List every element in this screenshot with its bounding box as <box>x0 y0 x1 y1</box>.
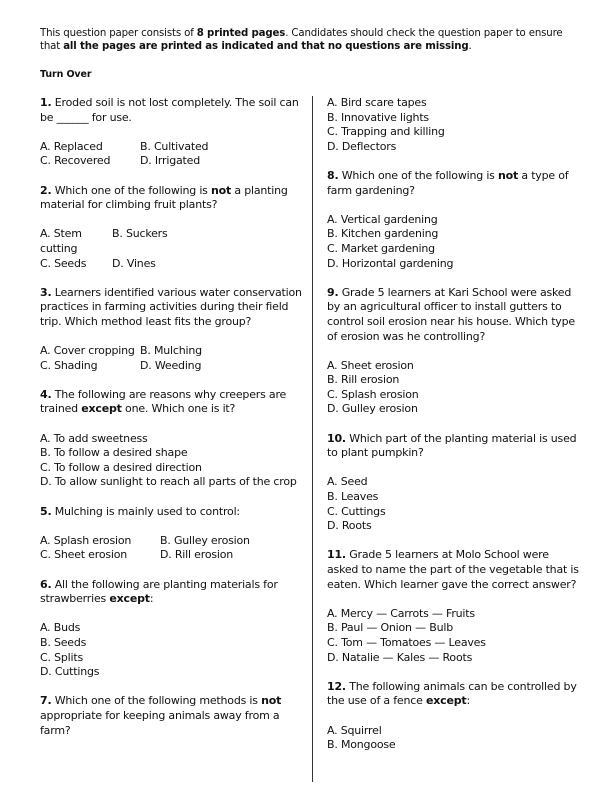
options <box>40 432 302 490</box>
option: D. Irrigated <box>140 154 201 168</box>
option: B. To follow a desired shape <box>40 446 188 460</box>
option: D. Cuttings <box>40 665 100 679</box>
option: C. Recovered <box>40 154 111 168</box>
options <box>40 621 302 679</box>
option: A. Buds <box>40 621 81 635</box>
option: D. To allow sunlight to reach all parts of the crop <box>40 475 297 489</box>
instructions-text: . <box>468 41 472 52</box>
options <box>40 227 302 271</box>
option: B. Kitchen gardening <box>327 227 439 241</box>
question-4 <box>40 388 302 490</box>
question-12 <box>327 680 579 753</box>
question-stem: 10. Which part of the planting material is used to plant pumpkin? <box>327 431 577 460</box>
option: A. Stem cutting <box>40 227 82 255</box>
question-2 <box>40 184 302 272</box>
option: D. Natalie — Kales — Roots <box>327 650 473 664</box>
option: C. Seeds <box>40 256 87 270</box>
option: C. Shading <box>40 358 98 372</box>
column-divider <box>312 96 313 782</box>
question-stem: 5. Mulching is mainly used to control: <box>40 504 240 518</box>
option: B. Innovative lights <box>327 110 429 124</box>
option: C. Trapping and killing <box>327 125 445 139</box>
option: B. Paul — Onion — Bulb <box>327 621 453 635</box>
options <box>40 140 302 169</box>
option: D. Weeding <box>140 358 202 372</box>
option: D. Horizontal gardening <box>327 256 454 270</box>
question-9 <box>327 286 579 417</box>
option: C. Splash erosion <box>327 387 419 401</box>
question-11 <box>327 548 579 665</box>
option: A. To add sweetness <box>40 431 148 445</box>
instructions <box>40 27 580 53</box>
question-stem: 7. Which one of the following methods is not appropriate for keeping animals away from a farm? <box>40 694 282 737</box>
question-stem: 12. The following animals can be controlled by the use of a fence except: <box>327 679 577 708</box>
options <box>40 534 302 563</box>
options <box>327 475 579 533</box>
question-stem: 9. Grade 5 learners at Kari School were asked by an agricultural officer to install gutters to control soil erosion near his house. Which type of erosion was he controlling? <box>327 285 575 343</box>
question-10 <box>327 432 579 534</box>
instructions-bold-pages: 8 printed pages <box>196 28 286 39</box>
option: D. Deflectors <box>327 139 397 153</box>
question-5 <box>40 505 302 563</box>
option: A. Mercy — Carrots — Fruits <box>327 606 475 620</box>
option: A. Seed <box>327 475 368 489</box>
option: D. Roots <box>327 519 372 533</box>
question-3 <box>40 286 302 374</box>
question-7 <box>40 694 302 738</box>
options <box>40 344 302 373</box>
question-stem: 3. Learners identified various water conservation practices in farming activities during their field trip. Which method least fits the group? <box>40 285 302 328</box>
option: D. Vines <box>112 256 156 270</box>
right-column <box>327 96 579 753</box>
question-stem: 4. The following are reasons why creepers are trained except one. Which one is it? <box>40 387 287 416</box>
question-stem: 2. Which one of the following is not a planting material for climbing fruit plants? <box>40 183 288 212</box>
question-1 <box>40 96 302 169</box>
option: B. Mulching <box>140 344 202 358</box>
option: D. Gulley erosion <box>327 402 418 416</box>
option: C. Splits <box>40 650 83 664</box>
option: A. Squirrel <box>327 723 382 737</box>
option: B. Leaves <box>327 490 379 504</box>
option: C. Market gardening <box>327 241 435 255</box>
left-column <box>40 96 302 753</box>
question-stem: 11. Grade 5 learners at Molo School were asked to name the part of the vegetable that is eaten. Which learner gave the correct answer? <box>327 548 579 591</box>
instructions-bold-check: all the pages are printed as indicated and that no questions are missing <box>63 41 469 52</box>
option: B. Cultivated <box>140 139 209 153</box>
option: A. Bird scare tapes <box>327 96 427 109</box>
option: C. Tom — Tomatoes — Leaves <box>327 635 486 649</box>
option: A. Cover cropping <box>40 344 135 358</box>
option: A. Vertical gardening <box>327 212 438 226</box>
question-8 <box>327 169 579 271</box>
turn-over-label: Turn Over <box>40 69 92 80</box>
instructions-text: This question paper consists of <box>40 28 197 39</box>
question-7-options <box>327 96 579 154</box>
options <box>327 607 579 665</box>
question-stem: 8. Which one of the following is not a type of farm gardening? <box>327 168 569 197</box>
options <box>327 359 579 417</box>
options <box>327 724 579 753</box>
option: A. Sheet erosion <box>327 358 414 372</box>
instructions-text: . Candidates should check the question paper to ensure that <box>40 28 563 52</box>
option: C. Sheet erosion <box>40 548 128 562</box>
option: D. Rill erosion <box>160 548 234 562</box>
option: B. Gulley erosion <box>160 533 250 547</box>
question-stem: 6. All the following are planting materials for strawberries except: <box>40 577 278 606</box>
option: A. Splash erosion <box>40 533 132 547</box>
option: B. Seeds <box>40 635 87 649</box>
option: B. Rill erosion <box>327 373 400 387</box>
question-6 <box>40 578 302 680</box>
option: A. Replaced <box>40 139 103 153</box>
question-stem: 1. Eroded soil is not lost completely. The soil can be ______ for use. <box>40 96 299 124</box>
option: C. Cuttings <box>327 504 386 518</box>
options <box>327 213 579 271</box>
option: C. To follow a desired direction <box>40 460 202 474</box>
option: B. Suckers <box>112 227 168 241</box>
option: B. Mongoose <box>327 738 396 752</box>
